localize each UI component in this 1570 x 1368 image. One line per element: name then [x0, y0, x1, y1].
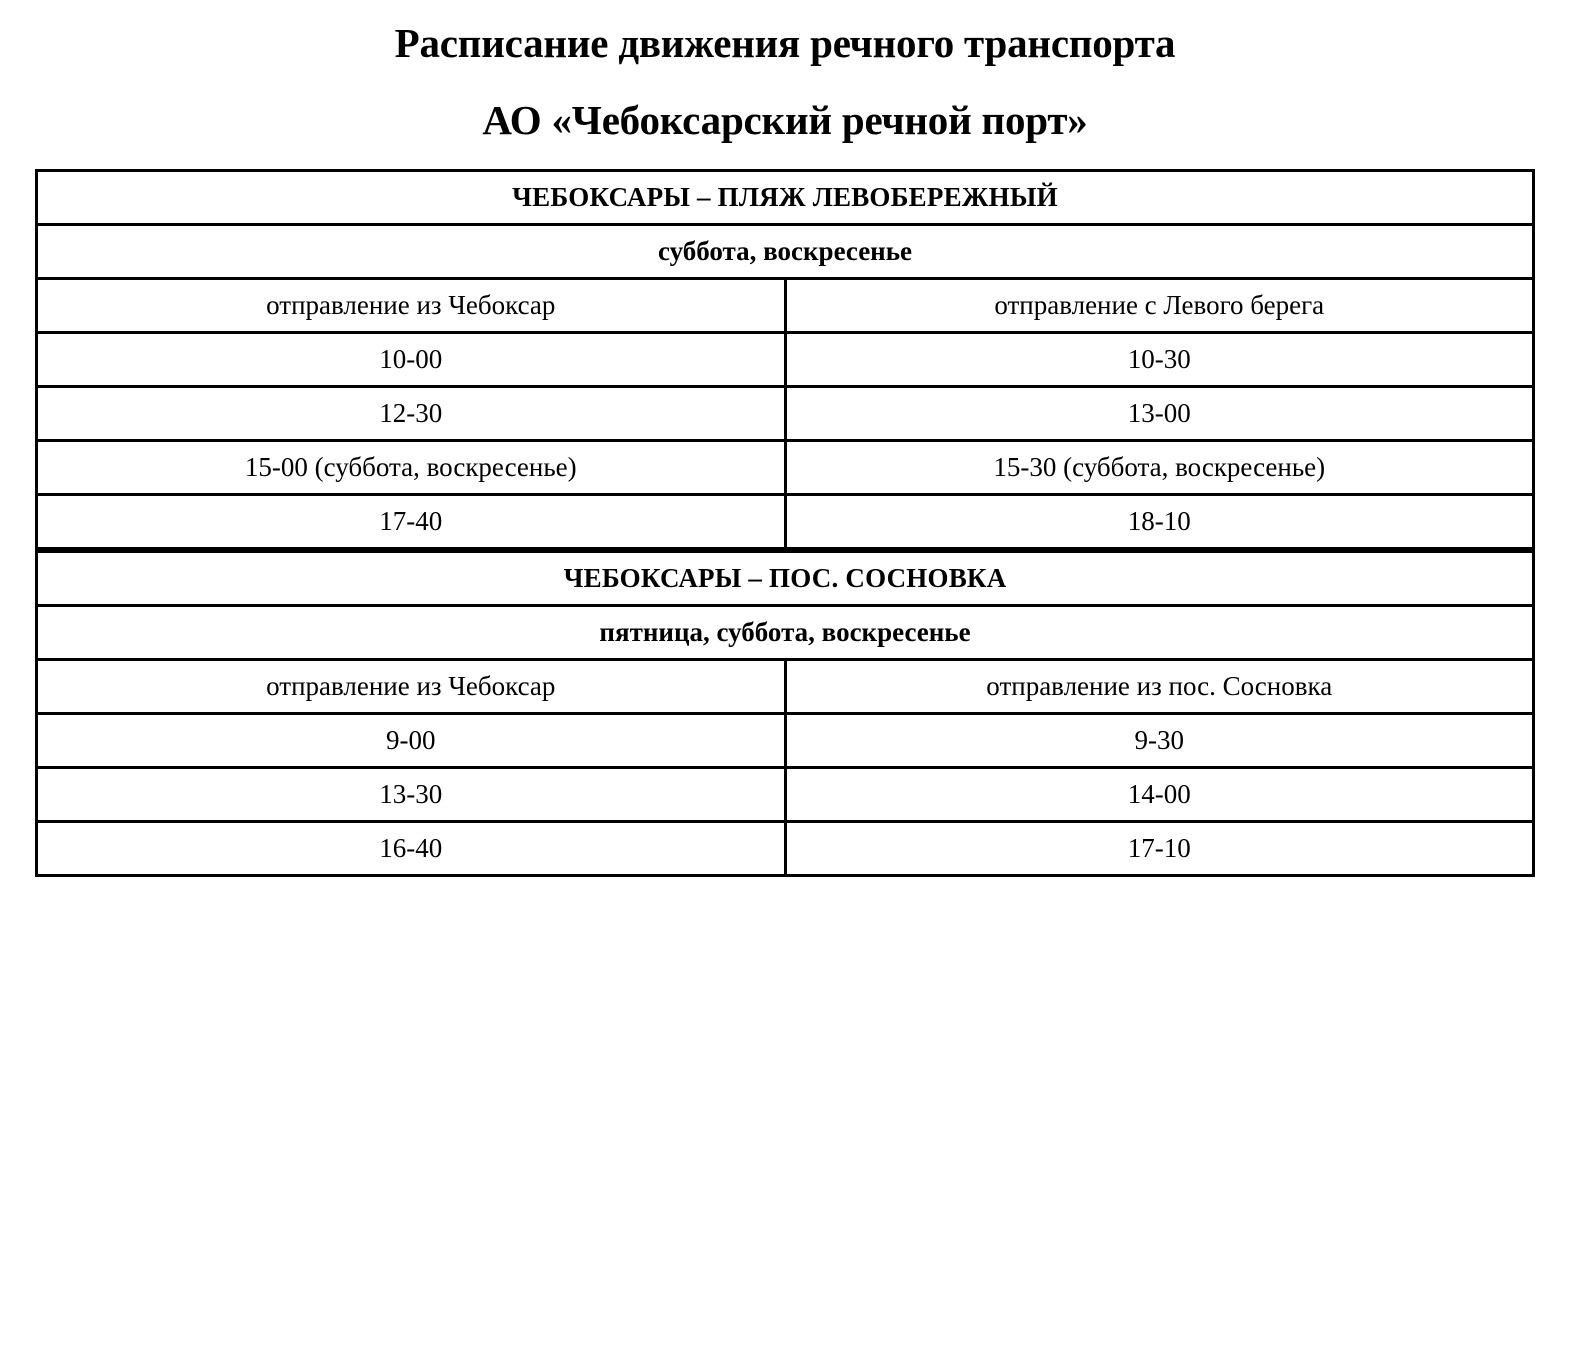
time-cell: 10-00 — [37, 332, 786, 386]
schedule-table — [35, 169, 1535, 877]
time-cell: 13-00 — [785, 386, 1534, 440]
time-cell: 15-30 (суббота, воскресенье) — [785, 440, 1534, 494]
time-cell: 9-00 — [37, 713, 786, 767]
table-row — [37, 440, 1534, 494]
time-cell: 14-00 — [785, 767, 1534, 821]
time-cell: 12-30 — [37, 386, 786, 440]
page-title: Расписание движения речного транспорта — [394, 20, 1176, 66]
table-row — [37, 821, 1534, 875]
column-header-departure-left-bank: отправление с Левого берега — [785, 278, 1534, 332]
table-row — [37, 386, 1534, 440]
column-header-row — [37, 278, 1534, 332]
column-header-departure-cheboksary-1: отправление из Чебоксар — [37, 278, 786, 332]
table-row — [37, 713, 1534, 767]
time-cell: 18-10 — [785, 494, 1534, 550]
route-header-row — [37, 170, 1534, 224]
table-row — [37, 767, 1534, 821]
route-title-sosnovka: ЧЕБОКСАРЫ – ПОС. СОСНОВКА — [37, 550, 1534, 606]
route-header-row — [37, 550, 1534, 606]
time-cell: 13-30 — [37, 767, 786, 821]
bottom-spacer — [35, 877, 1535, 903]
column-header-departure-cheboksary-2: отправление из Чебоксар — [37, 659, 786, 713]
page-subtitle: АО «Чебоксарский речной порт» — [482, 97, 1088, 144]
table-row — [37, 332, 1534, 386]
time-cell: 17-40 — [37, 494, 786, 550]
days-label-sosnovka: пятница, суббота, воскресенье — [37, 605, 1534, 659]
column-header-departure-sosnovka: отправление из пос. Сосновка — [785, 659, 1534, 713]
time-cell: 16-40 — [37, 821, 786, 875]
table-row — [37, 494, 1534, 550]
time-cell: 17-10 — [785, 821, 1534, 875]
time-cell: 10-30 — [785, 332, 1534, 386]
time-cell: 9-30 — [785, 713, 1534, 767]
route-title-levoberezhny: ЧЕБОКСАРЫ – ПЛЯЖ ЛЕВОБЕРЕЖНЫЙ — [37, 170, 1534, 224]
column-header-row — [37, 659, 1534, 713]
days-label-levoberezhny: суббота, воскресенье — [37, 224, 1534, 278]
days-row — [37, 605, 1534, 659]
time-cell: 15-00 (суббота, воскресенье) — [37, 440, 786, 494]
days-row — [37, 224, 1534, 278]
